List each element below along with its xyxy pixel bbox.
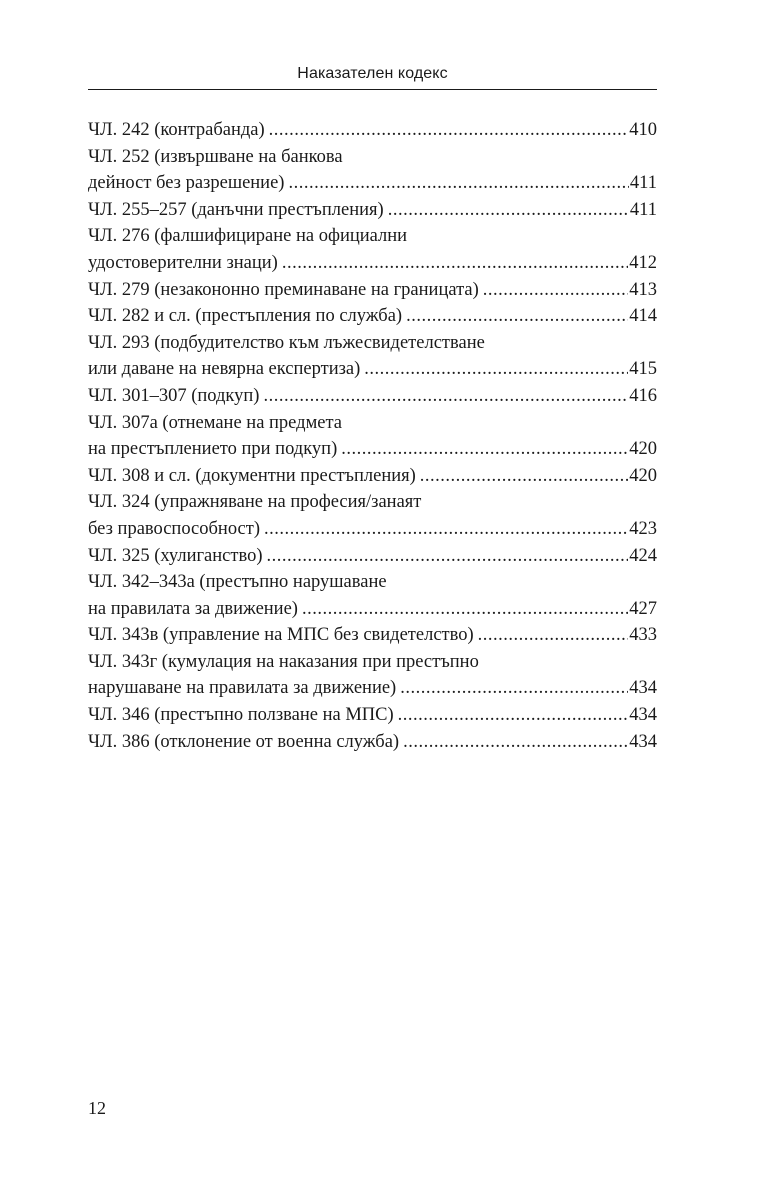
toc-page-number: 416 (629, 385, 657, 406)
toc-entry-title-continued: на правилата за движение) (88, 598, 298, 619)
header-rule (88, 89, 657, 90)
dot-leader (388, 197, 629, 224)
toc-entry-title-continued: или даване на невярна експертиза) (88, 359, 361, 380)
dot-leader (483, 277, 628, 304)
toc-entry (88, 197, 657, 224)
dot-leader (364, 356, 628, 383)
toc-entry (88, 144, 657, 197)
dot-leader (302, 596, 628, 623)
dot-leader (263, 383, 628, 410)
toc-page-number: 434 (629, 678, 657, 699)
toc-page-number: 434 (629, 731, 657, 752)
toc-entry-title: ЧЛ. 301–307 (подкуп) (88, 385, 260, 406)
toc-entry (88, 410, 657, 463)
toc-entry-title: ЧЛ. 343в (управление на МПС без свидетелство) (88, 625, 474, 646)
toc-page-number: 414 (629, 306, 657, 327)
toc-page-number: 423 (629, 518, 657, 539)
toc-page-number: 427 (629, 598, 657, 619)
toc-entry-title: ЧЛ. 307а (отнемане на предмета (88, 412, 343, 433)
toc-entry (88, 649, 657, 702)
dot-leader (403, 729, 628, 756)
toc-entry-title: ЧЛ. 242 (контрабанда) (88, 120, 265, 140)
dot-leader (264, 516, 628, 543)
toc-page-number: 411 (629, 199, 657, 220)
toc-page-number: 413 (629, 279, 657, 300)
toc-entry-title: ЧЛ. 252 (извършване на банкова (88, 146, 343, 167)
dot-leader (420, 463, 628, 490)
toc-page-number: 420 (629, 439, 657, 460)
toc-entry (88, 543, 657, 570)
toc-entry (88, 729, 657, 756)
toc-page-number: 415 (629, 359, 657, 380)
toc-entry-title: ЧЛ. 255–257 (данъчни престъпления) (88, 199, 384, 220)
toc-entry-title-continued: на престъплението при подкуп) (88, 439, 338, 460)
toc-entry-title: ЧЛ. 342–343а (престъпно нарушаване (88, 572, 387, 593)
dot-leader (406, 303, 628, 330)
toc-entry-title: ЧЛ. 276 (фалшифициране на официални (88, 226, 408, 247)
dot-leader (398, 702, 629, 729)
toc-entry (88, 702, 657, 729)
toc-entry-title: ЧЛ. 308 и сл. (документни престъпления) (88, 465, 416, 486)
toc-entry-title: ЧЛ. 386 (отклонение от военна служба) (88, 731, 400, 752)
toc-entry (88, 330, 657, 383)
dot-leader (478, 622, 629, 649)
toc-entry-title: ЧЛ. 282 и сл. (престъпления по служба) (88, 306, 403, 327)
toc-entry-title-continued: нарушаване на правилата за движение) (88, 678, 397, 699)
toc-entry-title: ЧЛ. 325 (хулиганство) (88, 545, 263, 566)
toc-entry-title-continued: дейност без разрешение) (88, 173, 285, 194)
toc-entry (88, 489, 657, 542)
dot-leader (269, 117, 629, 144)
dot-leader (400, 675, 628, 702)
toc-page-number: 433 (629, 625, 657, 646)
page-number: 12 (88, 1098, 106, 1118)
toc-page-number: 420 (629, 465, 657, 486)
toc-entry-title: ЧЛ. 324 (упражняване на професия/занаят (88, 492, 422, 513)
toc-entry (88, 383, 657, 410)
toc-entry-title: ЧЛ. 293 (подбудителство към лъжесвидетелстване (88, 332, 485, 353)
toc-page-number: 434 (629, 705, 657, 726)
toc-page-number: 424 (629, 545, 657, 566)
toc-entry (88, 223, 657, 276)
table-of-contents (88, 117, 657, 755)
toc-entry-title: ЧЛ. 279 (незакононно преминаване на границата) (88, 279, 479, 300)
toc-entry-title: ЧЛ. 346 (престъпно ползване на МПС) (88, 705, 394, 726)
toc-page-number: 411 (629, 173, 657, 194)
dot-leader (267, 543, 629, 570)
toc-entry (88, 622, 657, 649)
toc-entry (88, 569, 657, 622)
toc-entry (88, 303, 657, 330)
dot-leader (282, 250, 628, 277)
dot-leader (341, 436, 628, 463)
toc-entry (88, 277, 657, 304)
running-header-title: Наказателен кодекс (297, 65, 448, 82)
toc-entry-title-continued: удостоверителни знаци) (88, 252, 278, 273)
toc-entry-title-continued: без правоспособност) (88, 518, 260, 539)
toc-entry (88, 463, 657, 490)
toc-entry (88, 117, 657, 144)
toc-page-number: 410 (629, 120, 657, 140)
toc-page-number: 412 (629, 252, 657, 273)
dot-leader (288, 170, 628, 197)
toc-entry-title: ЧЛ. 343г (кумулация на наказания при престъпно (88, 651, 479, 672)
